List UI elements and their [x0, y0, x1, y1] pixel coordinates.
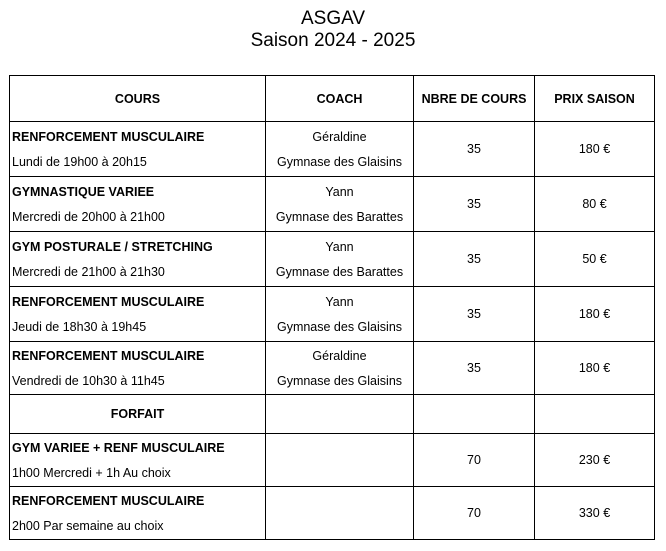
course-price: 50 €	[535, 232, 655, 287]
forfait-time: 1h00 Mercredi + 1h Au choix	[12, 465, 171, 480]
coach-name: Yann	[325, 294, 354, 309]
column-header-cours: COURS	[10, 76, 266, 122]
coach-cell	[266, 177, 414, 232]
course-name: RENFORCEMENT MUSCULAIRE	[12, 348, 205, 363]
forfait-price: 330 €	[535, 487, 655, 540]
table-header-row	[10, 76, 655, 122]
course-cell	[10, 287, 266, 342]
column-header-coach: COACH	[266, 76, 414, 122]
empty-cell	[266, 487, 414, 540]
coach-place: Gymnase des Glaisins	[276, 319, 403, 334]
empty-cell	[266, 434, 414, 487]
course-price: 180 €	[535, 122, 655, 177]
coach-cell	[266, 122, 414, 177]
course-price: 180 €	[535, 342, 655, 395]
course-name: RENFORCEMENT MUSCULAIRE	[12, 129, 205, 144]
coach-place: Gymnase des Glaisins	[276, 154, 403, 169]
coach-place: Gymnase des Barattes	[275, 209, 404, 224]
forfait-name: RENFORCEMENT MUSCULAIRE	[12, 493, 205, 508]
coach-cell	[266, 342, 414, 395]
coach-name: Géraldine	[312, 129, 367, 144]
course-time: Vendredi de 10h30 à 11h45	[12, 373, 165, 388]
coach-place: Gymnase des Barattes	[275, 264, 404, 279]
forfait-header-row	[10, 395, 655, 434]
course-price: 180 €	[535, 287, 655, 342]
page-title: ASGAV	[300, 8, 366, 29]
page-header	[0, 0, 666, 52]
course-name: GYM POSTURALE / STRETCHING	[12, 239, 213, 254]
coach-place: Gymnase des Glaisins	[276, 373, 403, 388]
course-time: Mercredi de 21h00 à 21h30	[12, 264, 165, 279]
forfait-name: GYM VARIEE + RENF MUSCULAIRE	[12, 440, 225, 455]
course-cell	[10, 232, 266, 287]
forfait-count: 70	[414, 487, 535, 540]
course-count: 35	[414, 177, 535, 232]
course-count: 35	[414, 342, 535, 395]
course-count: 35	[414, 232, 535, 287]
forfait-price: 230 €	[535, 434, 655, 487]
coach-name: Géraldine	[312, 348, 367, 363]
schedule-table	[9, 75, 655, 540]
course-price: 80 €	[535, 177, 655, 232]
course-name: GYMNASTIQUE VARIEE	[12, 184, 155, 199]
table-row	[10, 434, 655, 487]
course-cell	[10, 342, 266, 395]
table-row	[10, 487, 655, 540]
course-time: Mercredi de 20h00 à 21h00	[12, 209, 165, 224]
empty-cell	[266, 395, 414, 434]
empty-cell	[414, 395, 535, 434]
course-cell	[10, 177, 266, 232]
table-row	[10, 287, 655, 342]
course-cell	[10, 487, 266, 540]
course-name: RENFORCEMENT MUSCULAIRE	[12, 294, 205, 309]
table-row	[10, 342, 655, 395]
coach-name: Yann	[325, 239, 354, 254]
course-count: 35	[414, 122, 535, 177]
empty-cell	[535, 395, 655, 434]
course-cell	[10, 434, 266, 487]
column-header-nbre-cours: NBRE DE COURS	[414, 76, 535, 122]
forfait-time: 2h00 Par semaine au choix	[12, 518, 164, 533]
table-row	[10, 177, 655, 232]
course-time: Jeudi de 18h30 à 19h45	[12, 319, 147, 334]
coach-cell	[266, 287, 414, 342]
table-row	[10, 232, 655, 287]
table-row	[10, 122, 655, 177]
course-time: Lundi de 19h00 à 20h15	[12, 154, 147, 169]
course-count: 35	[414, 287, 535, 342]
course-cell	[10, 122, 266, 177]
column-header-prix-saison: PRIX SAISON	[535, 76, 655, 122]
page-subtitle: Saison 2024 - 2025	[250, 30, 416, 51]
coach-name: Yann	[325, 184, 354, 199]
forfait-label: FORFAIT	[10, 395, 266, 434]
forfait-count: 70	[414, 434, 535, 487]
coach-cell	[266, 232, 414, 287]
